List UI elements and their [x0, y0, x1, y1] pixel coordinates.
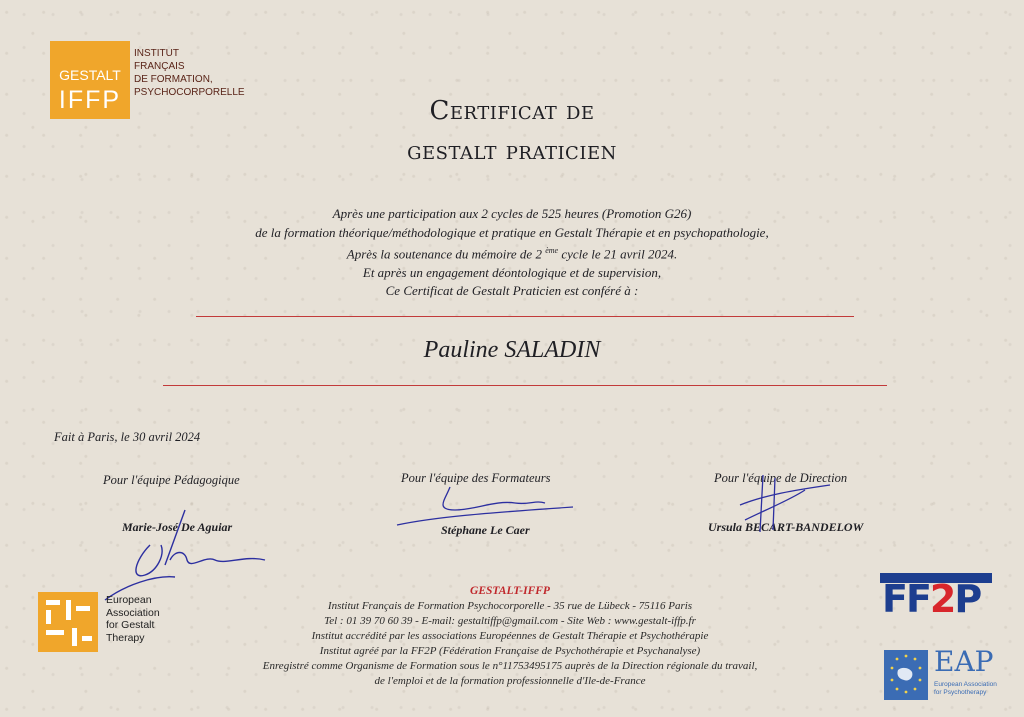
eap-sub-line: European Association [934, 681, 997, 688]
certificate-title-line2: gestalt praticien [407, 136, 617, 166]
signature-direction [735, 470, 835, 535]
intro-line: de la formation théorique/méthodologique et pratique en Gestalt Thérapie et en psychopathologie, [255, 224, 769, 240]
intro-line: Et après un engagement déontologique et de supervision, [362, 264, 662, 280]
intro-line: Ce Certificat de Gestalt Praticien est conféré à : [385, 283, 639, 299]
place-date: Fait à Paris, le 30 avril 2024 [54, 430, 201, 444]
logo-line: DE FORMATION, [134, 74, 213, 85]
signatory-team-pedagogique: Pour l'équipe Pédagogique [103, 473, 240, 487]
ff2p-text: P [954, 577, 981, 621]
ff2p-text: 2 [929, 577, 955, 621]
signatory-team-formateurs: Pour l'équipe des Formateurs [401, 471, 551, 485]
certificate-title-line1: Certificat de [429, 96, 595, 126]
ff2p-wordmark [882, 577, 980, 621]
intro-line: Après une participation aux 2 cycles de 525 heures (Promotion G26) [332, 206, 692, 221]
logo-line: FRANÇAIS [134, 61, 185, 72]
logo-line: INSTITUT [134, 48, 179, 59]
recipient-name: Pauline SALADIN [423, 337, 601, 363]
footer-line: Institut agréé par la FF2P (Fédération Française de Psychothérapie et Psychanalyse) [319, 645, 701, 657]
footer-info [170, 584, 850, 689]
signatory-team-direction: Pour l'équipe de Direction [714, 471, 848, 485]
footer-line: Institut accrédité par les associations Européennes de Gestalt Thérapie et Psychothérapie [311, 630, 709, 642]
eap-wordmark: EAP [934, 645, 994, 678]
eap-subtitle [934, 681, 1004, 696]
signatory-name-pedagogique: Marie-José De Aguiar [122, 520, 233, 534]
certificate-intro [120, 205, 904, 301]
eagt-line: European [106, 594, 152, 606]
divider-bottom [163, 385, 887, 386]
intro-superscript: ème [545, 246, 559, 255]
signature-formateurs [395, 485, 575, 530]
logo-line: PSYCHOCORPORELLE [134, 87, 245, 98]
logo-word-iffp: IFFP [58, 86, 122, 114]
divider-top [196, 316, 854, 317]
intro-line [120, 242, 904, 264]
intro-line3-text: Après la soutenance du mémoire de 2 [346, 246, 542, 262]
footer-line: Institut Français de Formation Psychocorporelle - 35 rue de Lübeck - 75116 Paris [327, 600, 693, 612]
footer-line: Enregistré comme Organisme de Formation sous le n°11753495175 auprès de la Direction régionale du travail, [262, 660, 758, 672]
eagt-logo [38, 592, 98, 652]
ff2p-logo [880, 573, 992, 625]
footer-line: de l'emploi et de la formation professionnelle d'Ile-de-France [374, 675, 646, 687]
signatory-name-formateurs: Stéphane Le Caer [441, 523, 530, 537]
intro-line3-text: cycle le 21 avril 2024. [561, 246, 678, 262]
eap-europe-map-icon [884, 650, 928, 700]
footer-line: Tel : 01 39 70 60 39 - E-mail: gestaltiffp@gmail.com - Site Web : www.gestalt-iffp.fr [324, 615, 696, 627]
signatory-name-direction: Ursula BECART-BANDELOW [708, 520, 864, 534]
eagt-line: Therapy [106, 631, 145, 644]
logo-institute-name [134, 47, 284, 99]
ff2p-text: FF [882, 577, 930, 621]
footer-brand: GESTALT-IFFP [470, 585, 550, 597]
logo-word-gestalt: GESTALT [59, 67, 121, 83]
eagt-line: Association [106, 606, 160, 619]
eap-sub-line: for Psychotherapy [934, 688, 987, 696]
eagt-line: for Gestalt [106, 619, 155, 631]
